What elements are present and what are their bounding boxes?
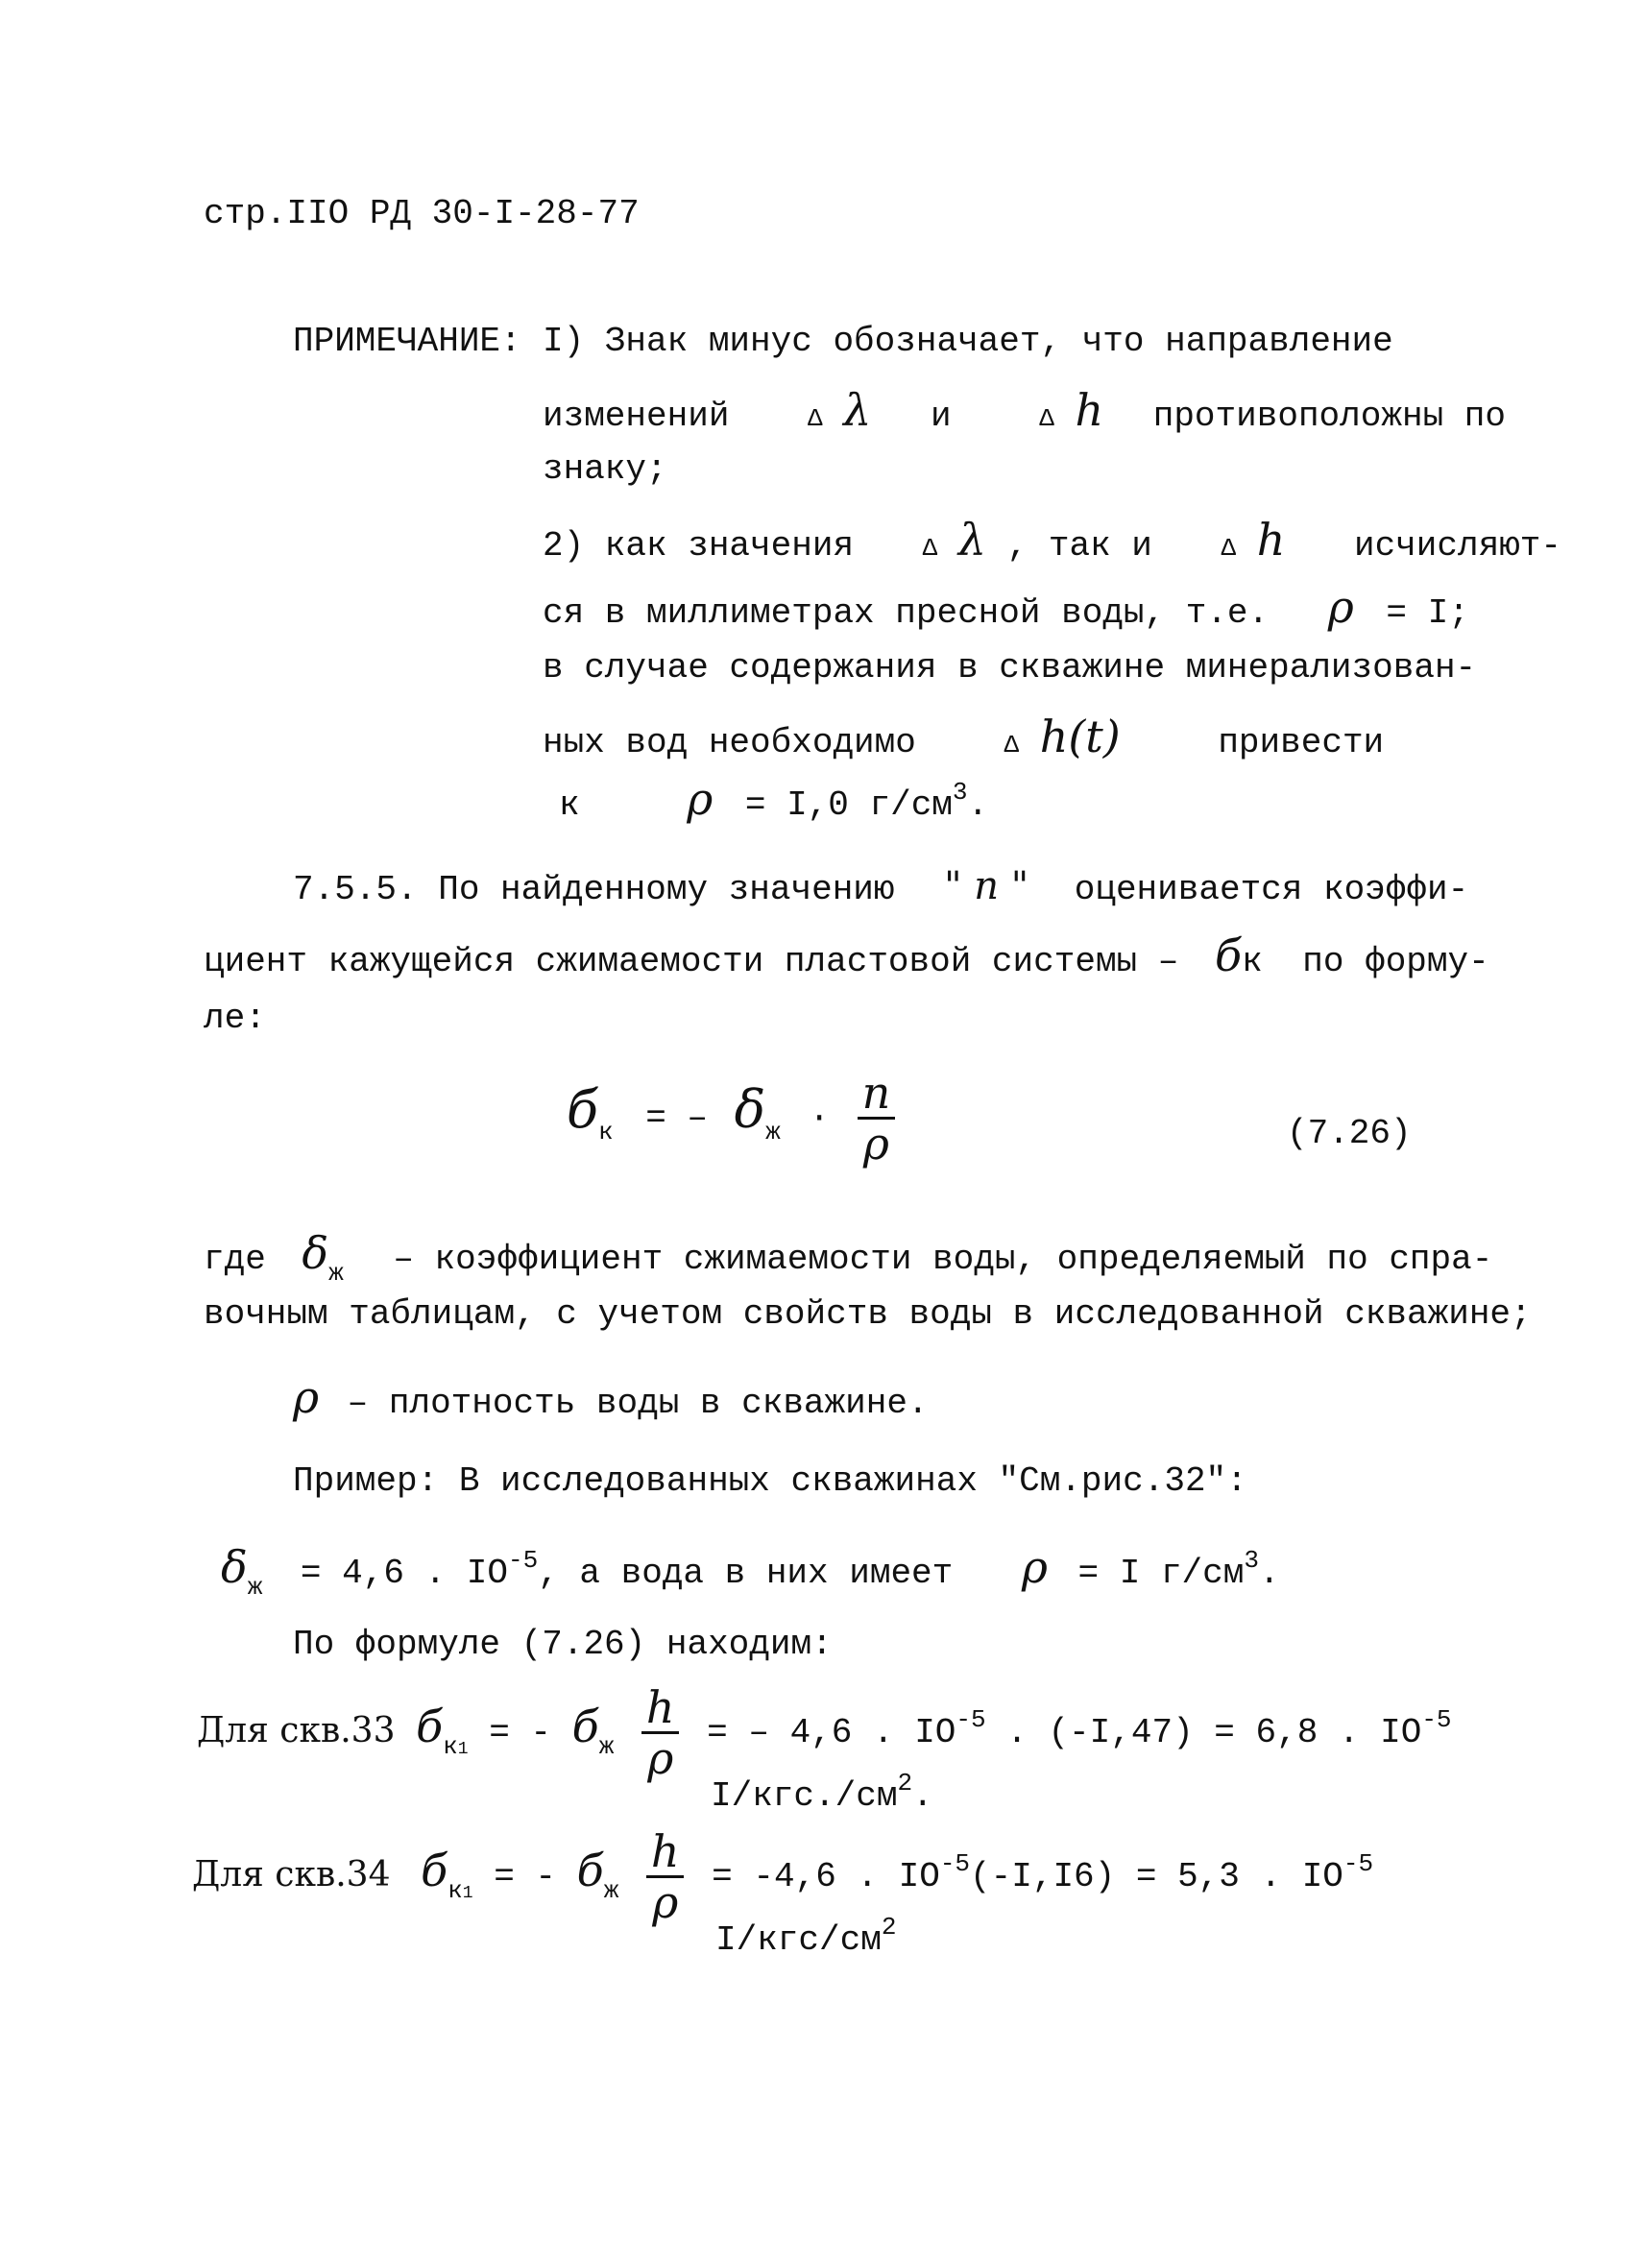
subscript: ж <box>328 1259 344 1288</box>
note-text: = I; <box>1386 593 1469 633</box>
note-text: и <box>931 397 952 436</box>
note-line-2 <box>543 384 1506 436</box>
calc-well-33-unit <box>711 1769 933 1816</box>
calc-well-33 <box>197 1681 1452 1784</box>
fraction-denominator: ρ <box>646 1875 684 1924</box>
superscript: 3 <box>952 778 968 807</box>
paragraph-text: 7.5.5. По найденному значению <box>293 870 895 909</box>
unit-text: I/кгс./см <box>711 1776 898 1816</box>
note-line-5 <box>543 581 1469 633</box>
paragraph-text: по форму- <box>1302 942 1489 981</box>
note-text: к <box>559 785 580 825</box>
formula-fraction <box>857 1067 897 1170</box>
superscript: -5 <box>1343 1849 1374 1879</box>
note-text: , так и <box>1006 526 1152 566</box>
formula-operator: = - <box>489 1713 552 1753</box>
delta-symbol: Δ <box>808 404 823 433</box>
sigma-zh-symbol: б <box>571 1701 599 1753</box>
fraction-denominator: ρ <box>641 1731 679 1780</box>
superscript: -5 <box>1421 1705 1452 1735</box>
formula-number: (7.26) <box>1287 1114 1412 1153</box>
subscript: к <box>448 1876 463 1906</box>
example-text: = 4,6 . IO <box>300 1554 508 1593</box>
unit-text: I/кгс/см <box>715 1920 882 1960</box>
note-text: противоположны по <box>1152 397 1506 436</box>
example-text: . <box>1258 1554 1280 1593</box>
example-text: , а вода в них имеет <box>538 1554 954 1593</box>
subscript: ж <box>247 1573 263 1602</box>
subscript: 1 <box>457 1740 469 1760</box>
note-line-4 <box>543 514 1561 566</box>
superscript: -5 <box>507 1546 539 1575</box>
delta-zh-symbol: δ <box>221 1541 248 1593</box>
note-text: = I,0 г/см <box>744 785 953 825</box>
note-text: 2) как значения <box>543 526 855 566</box>
calc-fraction <box>645 1825 686 1928</box>
superscript: -5 <box>956 1705 986 1735</box>
where-line-3 <box>293 1371 929 1423</box>
sigma-k-symbol: б <box>416 1701 444 1753</box>
paragraph-text: к <box>1242 942 1263 981</box>
sigma-k-symbol: б <box>1214 929 1243 981</box>
rho-symbol: ρ <box>293 1371 320 1423</box>
where-line-2: вочным таблицам, с учетом свойств воды в исследованной скважине; <box>204 1294 1532 1334</box>
fraction-numerator: h <box>645 1681 675 1733</box>
subscript: ж <box>603 1876 619 1906</box>
n-symbol: " n " <box>944 864 1029 908</box>
calc-well-34 <box>192 1825 1374 1928</box>
formula-operator: = - <box>494 1857 557 1897</box>
calc-text: = -4,6 . IO <box>712 1857 940 1897</box>
formula-7-26 <box>567 1067 902 1170</box>
superscript: 2 <box>897 1769 913 1798</box>
fraction-numerator: h <box>650 1825 680 1877</box>
h-of-t-symbol: h(t) <box>1039 711 1121 762</box>
delta-symbol: Δ <box>1039 404 1054 433</box>
sigma-k-symbol: б <box>567 1079 598 1141</box>
calc-well-34-unit <box>715 1913 897 1960</box>
formula-operator: · <box>809 1098 830 1139</box>
note-label: ПРИМЕЧАНИЕ: <box>293 322 521 361</box>
fraction-numerator: n <box>861 1067 891 1119</box>
delta-zh-symbol: δ <box>734 1079 766 1141</box>
calc-text: (-I,I6) = 5,3 . IO <box>970 1857 1343 1897</box>
paragraph-line-2 <box>204 929 1489 981</box>
note-text: изменений <box>543 397 730 436</box>
note-text: . <box>967 785 989 825</box>
sigma-k-symbol: б <box>421 1845 448 1897</box>
well-label: Для скв.33 <box>197 1711 396 1751</box>
delta-zh-symbol: δ <box>302 1227 329 1279</box>
h-symbol: h <box>1075 384 1104 436</box>
h-symbol: h <box>1256 514 1286 566</box>
lambda-symbol: λ <box>957 514 987 566</box>
example-given <box>221 1541 1280 1602</box>
where-text: где <box>204 1240 266 1279</box>
lambda-symbol: λ <box>843 384 872 436</box>
subscript: ж <box>765 1118 781 1147</box>
note-line-8 <box>559 773 988 825</box>
rho-symbol: ρ <box>687 773 714 825</box>
note-line-7 <box>543 711 1384 762</box>
note-text: привести <box>1218 723 1385 762</box>
document-reference: стр.IIO РД 30-I-28-77 <box>204 194 640 233</box>
superscript: 3 <box>1244 1546 1259 1575</box>
subscript: к <box>597 1118 614 1147</box>
superscript: 2 <box>881 1913 897 1942</box>
rho-symbol: ρ <box>1021 1541 1048 1593</box>
note-text: исчисляют- <box>1353 526 1562 566</box>
delta-symbol: Δ <box>1004 731 1020 760</box>
subscript: ж <box>598 1732 615 1762</box>
paragraph-line-3: ле: <box>204 999 266 1038</box>
example-text: = I г/см <box>1077 1554 1245 1593</box>
calc-text: = – 4,6 . IO <box>707 1713 956 1753</box>
note-text: ся в миллиметрах пресной воды, т.е. <box>543 593 1270 633</box>
subscript: 1 <box>462 1884 473 1904</box>
superscript: -5 <box>939 1849 971 1879</box>
rho-symbol: ρ <box>1327 581 1354 633</box>
note-text: ных вод необходимо <box>543 723 916 762</box>
delta-symbol: Δ <box>1221 534 1237 563</box>
where-text: – плотность воды в скважине. <box>347 1384 929 1423</box>
where-text: – коэффициент сжимаемости воды, определяемый по спра- <box>393 1240 1493 1279</box>
note-line-6: в случае содержания в скважине минерализован- <box>543 648 1477 688</box>
paragraph-text: циент кажущейся сжимаемости пластовой системы – <box>204 942 1179 981</box>
paragraph-line-1 <box>293 864 1468 909</box>
example-intro: Пример: В исследованных скважинах "См.рис.32": <box>293 1461 1247 1501</box>
note-line-1: I) Знак минус обозначает, что направление <box>543 322 1393 361</box>
note-line-3: знаку; <box>543 449 667 489</box>
unit-text: . <box>912 1776 933 1816</box>
subscript: к <box>443 1732 458 1762</box>
formula-operator: = – <box>645 1098 708 1139</box>
where-line-1 <box>204 1227 1493 1288</box>
delta-symbol: Δ <box>922 534 938 563</box>
sigma-zh-symbol: б <box>576 1845 604 1897</box>
fraction-denominator: ρ <box>858 1117 895 1166</box>
calc-fraction <box>641 1681 681 1784</box>
well-label: Для скв.34 <box>192 1855 391 1895</box>
example-method: По формуле (7.26) находим: <box>293 1625 833 1664</box>
paragraph-text: оценивается коэффи- <box>1074 870 1469 909</box>
calc-text: . (-I,47) = 6,8 . IO <box>1006 1713 1422 1753</box>
